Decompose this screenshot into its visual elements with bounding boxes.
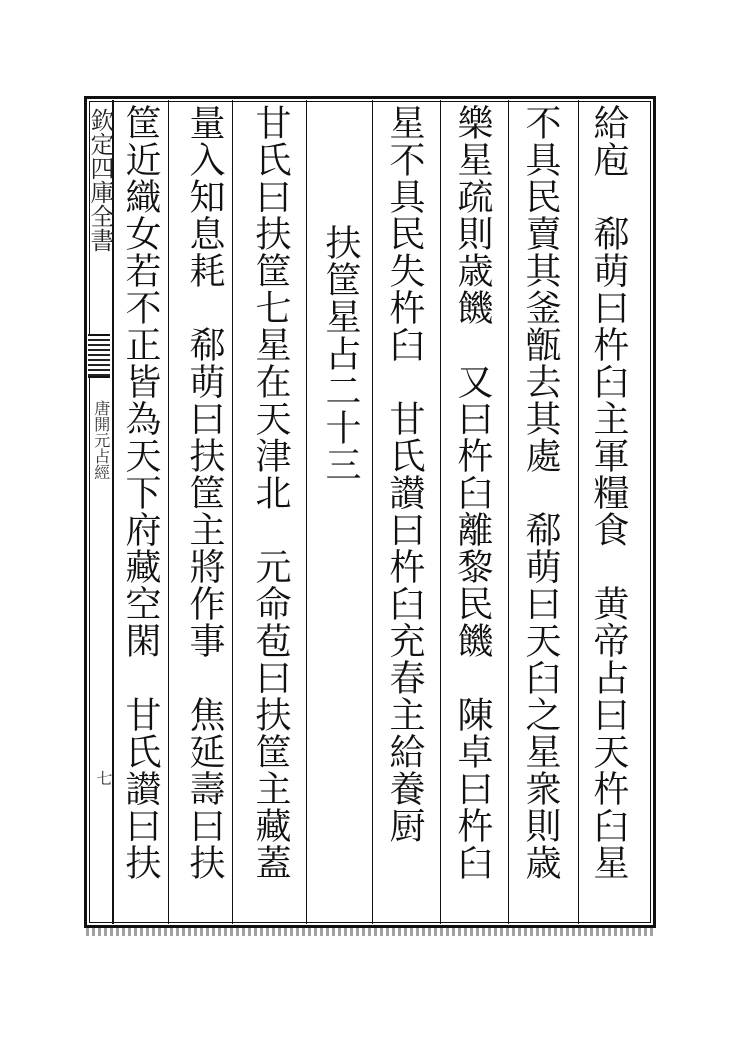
book-title: 欽定四庫全書 <box>86 108 114 252</box>
text-column-1: 給庖 郗萌曰杵臼主軍糧食 黄帝占曰天杵臼星 <box>588 104 629 881</box>
text-column-4: 星不具民失杵臼 甘氏讃曰杵臼充春主給養厨 <box>384 104 425 844</box>
text-column-2: 不具民賣其釜甑去其處 郗萌曰天臼之星衆則歳 <box>520 104 561 881</box>
column-rule <box>306 100 307 924</box>
section-heading: 扶筐星占二十三 <box>320 224 361 483</box>
text-column-3: 樂星疏則歳饑 又曰杵臼離黎民饑 陳卓曰杵臼 <box>452 104 493 881</box>
page-border <box>84 96 656 928</box>
column-rule <box>168 100 169 924</box>
column-rule <box>440 100 441 924</box>
page-number: 七 <box>94 770 113 786</box>
text-column-7: 量入知息耗 郗萌曰扶筐主將作事 焦延壽曰扶 <box>184 104 225 881</box>
column-rule <box>372 100 373 924</box>
column-rule <box>232 100 233 924</box>
text-column-6: 甘氏曰扶筐七星在天津北 元命苞曰扶筐主藏蓋 <box>250 104 291 881</box>
column-rule <box>578 100 579 924</box>
inner-border <box>86 101 651 923</box>
scan-edge <box>86 928 656 936</box>
column-rule <box>508 100 509 924</box>
text-column-8: 筐近織女若不正皆為天下府藏空閑 甘氏讃曰扶 <box>120 104 161 881</box>
fish-tail-ornament <box>88 334 110 378</box>
volume-title: 唐開元占經 <box>91 400 111 480</box>
